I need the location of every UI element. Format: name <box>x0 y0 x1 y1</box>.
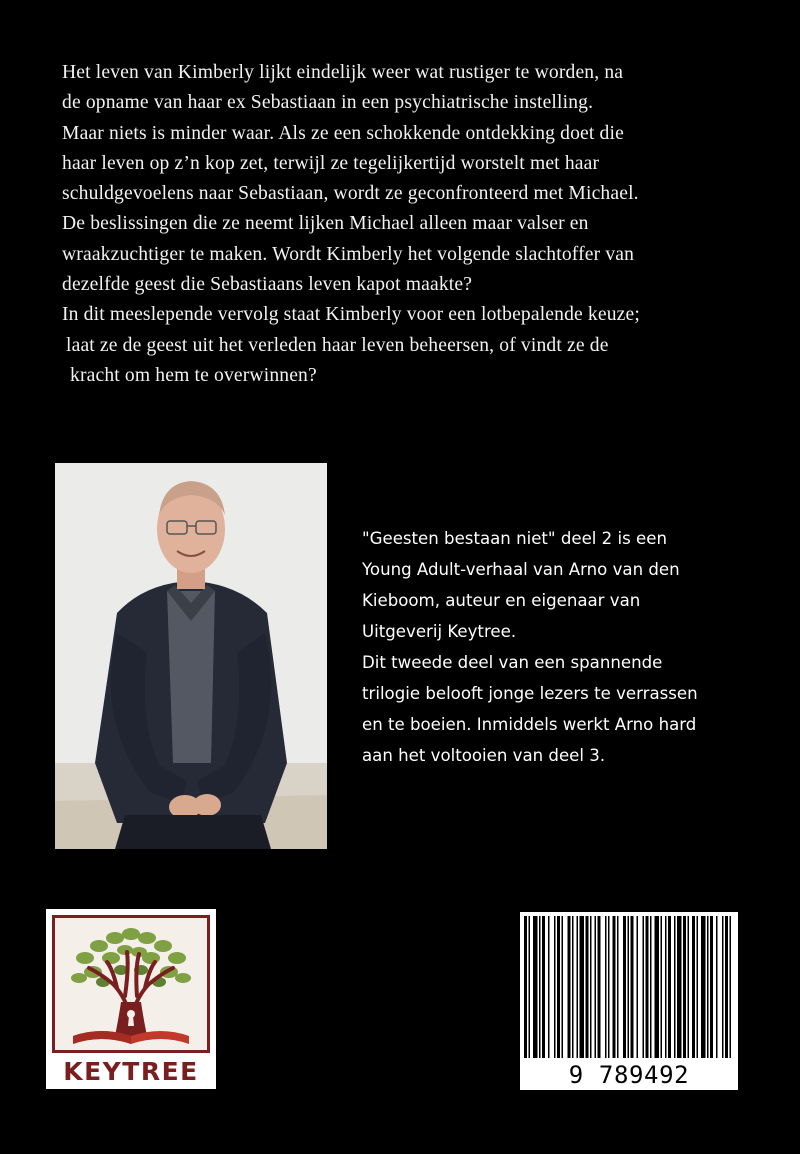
keytree-logo <box>46 909 216 1089</box>
barcode-bar <box>577 916 579 1058</box>
back-cover-blurb <box>62 58 777 391</box>
barcode-bar <box>628 916 630 1058</box>
barcode-bar <box>701 916 706 1058</box>
barcode-bar <box>730 916 732 1058</box>
barcode-bar <box>710 916 713 1058</box>
bio-line: Dit tweede deel van een spannende <box>362 653 663 672</box>
barcode-bar <box>655 916 660 1058</box>
barcode-bar <box>598 916 601 1058</box>
author-bio <box>362 523 782 771</box>
barcode-bar <box>707 916 709 1058</box>
blurb-line: Maar niets is minder waar. Als ze een schokkende ontdekking doet die <box>62 122 624 144</box>
barcode-bar <box>595 916 597 1058</box>
bio-line: trilogie belooft jonge lezers te verrassen <box>362 684 698 703</box>
barcode-bar <box>692 916 695 1058</box>
barcode-bar <box>637 916 639 1058</box>
tree-icon <box>55 918 207 1050</box>
blurb-line: de opname van haar ex Sebastiaan in een psychiatrische instelling. <box>62 92 594 114</box>
barcode-bar <box>529 916 531 1058</box>
barcode-bar <box>613 916 616 1058</box>
barcode-bar <box>623 916 626 1058</box>
barcode-bar <box>650 916 652 1058</box>
logo-frame <box>52 915 210 1053</box>
barcode-bar <box>586 916 589 1058</box>
logo-text: KEYTREE <box>63 1057 199 1086</box>
bio-line: "Geesten bestaan niet" deel 2 is een <box>362 529 667 548</box>
author-portrait-illustration <box>55 463 327 849</box>
bio-line: aan het voltooien van deel 3. <box>362 746 606 765</box>
barcode-bar <box>590 916 592 1058</box>
blurb-line: In dit meeslepende vervolg staat Kimberly voor een lotbepalende keuze; <box>62 304 640 326</box>
barcode-bar <box>716 916 718 1058</box>
blurb-line: kracht om hem te overwinnen? <box>70 364 317 386</box>
barcode-bar <box>677 916 682 1058</box>
barcode-bar <box>688 916 690 1058</box>
bio-line: Uitgeverij Keytree. <box>362 622 517 641</box>
barcode-bar <box>646 916 649 1058</box>
barcode-bar <box>674 916 676 1058</box>
barcode-bar <box>524 916 527 1058</box>
blurb-line: wraakzuchtiger te maken. Wordt Kimberly het volgende slachtoffer van <box>62 243 635 265</box>
barcode-bar <box>548 916 550 1058</box>
barcode-bar <box>665 916 667 1058</box>
barcode-bar <box>683 916 686 1058</box>
barcode-bar <box>580 916 585 1058</box>
barcode-bar <box>533 916 538 1058</box>
barcode-bar <box>554 916 556 1058</box>
barcode-bar <box>608 916 610 1058</box>
author-photo <box>55 463 327 849</box>
bio-line: en te boeien. Inmiddels werkt Arno hard <box>362 715 697 734</box>
barcode-bar <box>661 916 663 1058</box>
barcode-bar <box>572 916 574 1058</box>
barcode-bar <box>722 916 724 1058</box>
bio-line: Young Adult-verhaal van Arno van den <box>362 560 680 579</box>
barcode-bar <box>697 916 699 1058</box>
barcode-bar <box>617 916 619 1058</box>
barcode-bar <box>542 916 545 1058</box>
isbn-digits: 9 789492 719720 <box>568 1061 690 1119</box>
barcode-bar <box>643 916 645 1058</box>
blurb-line: haar leven op z’n kop zet, terwijl ze tegelijkertijd worstelt met haar <box>62 152 600 174</box>
barcode-bar <box>725 916 728 1058</box>
blurb-line: schuldgevoelens naar Sebastiaan, wordt ze geconfronteerd met Michael. <box>62 183 639 205</box>
bio-line: Kieboom, auteur en eigenaar van <box>362 591 641 610</box>
blurb-line: Het leven van Kimberly lijkt eindelijk weer wat rustiger te worden, na <box>62 62 624 83</box>
barcode-bar <box>605 916 607 1058</box>
barcode-bar <box>557 916 560 1058</box>
barcode-bar <box>631 916 634 1058</box>
barcode-bar <box>539 916 541 1058</box>
blurb-line: dezelfde geest die Sebastiaans leven kapot maakte? <box>62 274 473 296</box>
barcode-bars <box>520 912 738 1062</box>
blurb-line: De beslissingen die ze neemt lijken Michael alleen maar valser en <box>62 213 589 235</box>
blurb-line: laat ze de geest uit het verleden haar leven beheersen, of vindt ze de <box>66 334 609 356</box>
barcode-bar <box>568 916 571 1058</box>
isbn-barcode <box>520 912 738 1119</box>
barcode-bar <box>562 916 564 1058</box>
barcode-bar <box>668 916 671 1058</box>
